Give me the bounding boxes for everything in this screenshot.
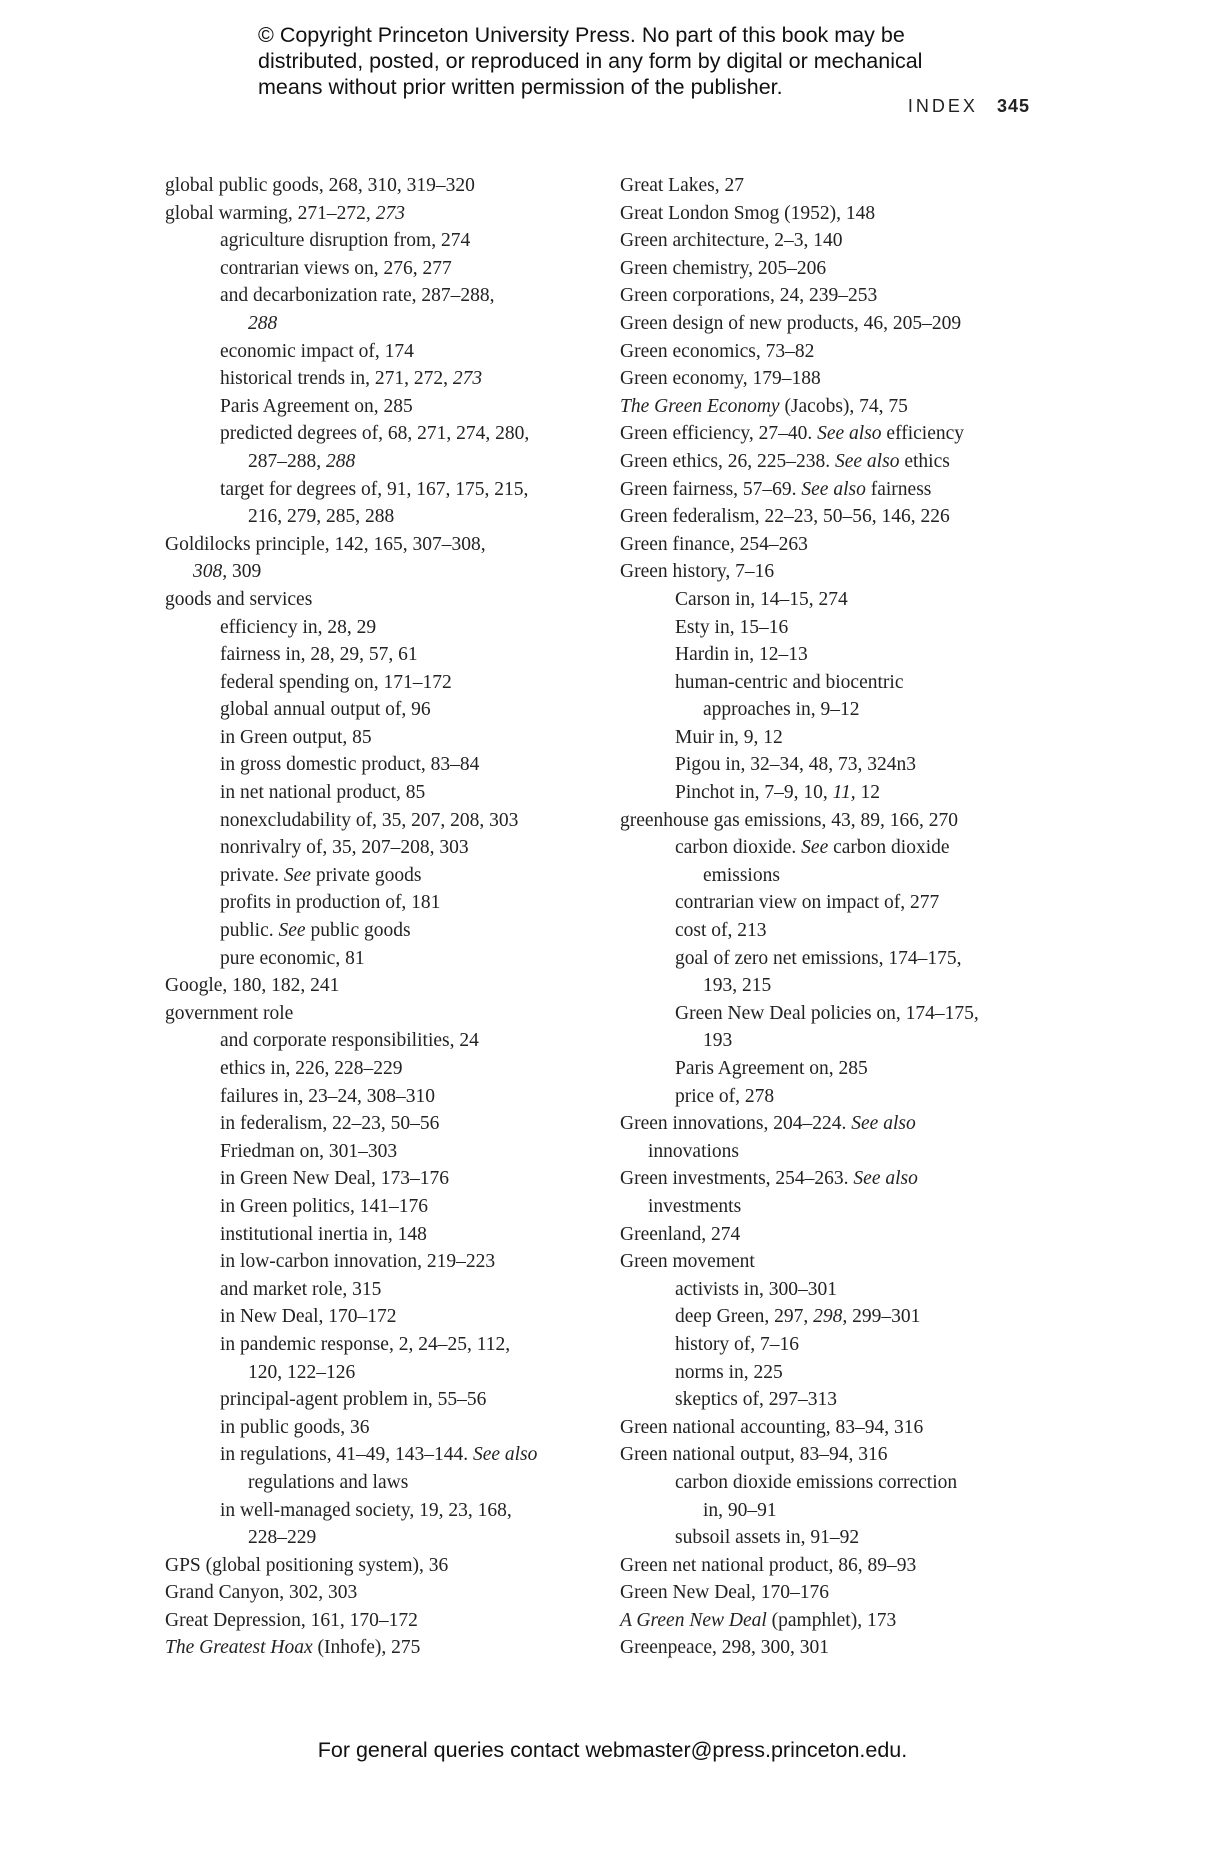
index-text: pure economic, 81: [220, 947, 365, 969]
index-text: 12: [855, 782, 880, 804]
index-text: Great Depression, 161, 170–172: [165, 1609, 418, 1631]
index-text: Green history, 7–16: [620, 561, 775, 583]
index-entry: [620, 1552, 1060, 1580]
index-entry-continuation: [165, 448, 605, 476]
running-head-label: INDEX: [907, 96, 978, 116]
copyright-line: means without prior written permission of the publisher.: [258, 75, 783, 99]
index-entry: [165, 200, 605, 228]
index-subentry: [165, 724, 605, 752]
index-italic-text: 288: [326, 450, 356, 472]
index-subentry: [620, 917, 1060, 945]
index-entry-continuation: [620, 1497, 1060, 1525]
index-text: investments: [648, 1195, 742, 1217]
index-text: cost of, 213: [675, 920, 767, 942]
index-text: in New Deal, 170–172: [220, 1306, 397, 1328]
index-text: Muir in, 9, 12: [675, 726, 783, 748]
index-entry-continuation: [620, 1193, 1060, 1221]
index-text: Green finance, 254–263: [620, 533, 808, 555]
index-subentry: [165, 282, 605, 310]
index-text: approaches in, 9–12: [703, 699, 860, 721]
index-text: Green New Deal policies on, 174–175,: [675, 1002, 979, 1024]
index-entry: [165, 1000, 605, 1028]
index-text: in gross domestic product, 83–84: [220, 754, 480, 776]
index-text: in net national product, 85: [220, 782, 426, 804]
index-subentry: [620, 1276, 1060, 1304]
index-subentry: [165, 476, 605, 504]
index-subentry: [165, 751, 605, 779]
index-text: Esty in, 15–16: [675, 616, 789, 638]
index-entry: [620, 807, 1060, 835]
index-subentry: [165, 1441, 605, 1469]
index-italic-text: See also: [817, 423, 882, 445]
page-number: 345: [996, 96, 1030, 116]
index-text: 216, 279, 285, 288: [248, 506, 395, 528]
index-text: fairness: [865, 478, 932, 500]
index-text: contrarian view on impact of, 277: [675, 892, 940, 914]
index-subentry: [165, 807, 605, 835]
index-subentry: [165, 945, 605, 973]
index-text: Green innovations, 204–224.: [620, 1113, 852, 1135]
index-text: Paris Agreement on, 285: [220, 395, 413, 417]
index-text: in public goods, 36: [220, 1416, 370, 1438]
index-column-right: [620, 172, 1060, 1662]
index-entry-continuation: [165, 1359, 605, 1387]
index-entry-continuation: [165, 558, 605, 586]
index-text: greenhouse gas emissions, 43, 89, 166, 270: [620, 809, 958, 831]
index-text: public.: [220, 920, 279, 942]
index-entry: [620, 503, 1060, 531]
index-entry-continuation: [620, 1027, 1060, 1055]
index-text: deep Green, 297,: [675, 1306, 814, 1328]
index-text: Great Lakes, 27: [620, 175, 744, 196]
index-text: Green efficiency, 27–40.: [620, 423, 818, 445]
index-text: economic impact of, 174: [220, 340, 414, 362]
index-entry: [620, 393, 1060, 421]
index-text: Green corporations, 24, 239–253: [620, 285, 878, 307]
index-subentry: [620, 1386, 1060, 1414]
index-entry: [620, 1634, 1060, 1662]
index-subentry: [165, 1193, 605, 1221]
index-text: Green architecture, 2–3, 140: [620, 230, 843, 252]
index-text: global annual output of, 96: [220, 699, 431, 721]
index-text: goods and services: [165, 588, 313, 610]
index-text: Green national accounting, 83–94, 316: [620, 1416, 924, 1438]
index-text: activists in, 300–301: [675, 1278, 837, 1300]
index-text: carbon dioxide.: [675, 837, 802, 859]
index-text: and market role, 315: [220, 1278, 382, 1300]
index-entry: [620, 1248, 1060, 1276]
index-text: global public goods, 268, 310, 319–320: [165, 175, 475, 196]
running-head: [850, 96, 1030, 117]
index-entry: [165, 586, 605, 614]
index-subentry: [165, 834, 605, 862]
index-text: 193, 215: [703, 975, 772, 997]
index-subentry: [165, 1331, 605, 1359]
index-text: Google, 180, 182, 241: [165, 975, 340, 997]
index-text: 193: [703, 1030, 733, 1052]
index-entry: [620, 172, 1060, 200]
index-subentry: [165, 669, 605, 697]
index-text: in Green politics, 141–176: [220, 1195, 428, 1217]
index-italic-text: 288: [248, 312, 278, 334]
index-text: Green economy, 179–188: [620, 368, 821, 390]
index-text: Green economics, 73–82: [620, 340, 815, 362]
index-text: Green ethics, 26, 225–238.: [620, 450, 835, 472]
index-entry: [620, 1110, 1060, 1138]
index-italic-text: 11,: [832, 782, 856, 804]
index-text: Green national output, 83–94, 316: [620, 1444, 888, 1466]
index-subentry: [620, 586, 1060, 614]
index-subentry: [165, 1110, 605, 1138]
index-text: agriculture disruption from, 274: [220, 230, 471, 252]
index-text: contrarian views on, 276, 277: [220, 257, 452, 279]
index-entry: [165, 1607, 605, 1635]
index-italic-text: See: [278, 920, 306, 942]
index-subentry: [620, 669, 1060, 697]
index-subentry: [620, 614, 1060, 642]
index-italic-text: 298,: [813, 1306, 848, 1328]
index-text: Grand Canyon, 302, 303: [165, 1582, 358, 1604]
index-text: federal spending on, 171–172: [220, 671, 452, 693]
index-text: Green chemistry, 205–206: [620, 257, 827, 279]
index-italic-text: See also: [472, 1444, 538, 1466]
index-text: history of, 7–16: [675, 1333, 800, 1355]
index-text: in regulations, 41–49, 143–144.: [220, 1444, 473, 1466]
index-entry: [620, 200, 1060, 228]
index-subentry: [165, 862, 605, 890]
index-text: predicted degrees of, 68, 271, 274, 280,: [220, 423, 530, 445]
index-subentry: [165, 365, 605, 393]
index-entry-continuation: [620, 862, 1060, 890]
index-subentry: [165, 1165, 605, 1193]
index-text: (pamphlet), 173: [766, 1609, 897, 1631]
index-entry: [620, 255, 1060, 283]
index-subentry: [165, 1055, 605, 1083]
copyright-notice: [258, 22, 1018, 100]
index-text: in pandemic response, 2, 24–25, 112,: [220, 1333, 511, 1355]
index-subentry: [165, 696, 605, 724]
index-italic-text: See also: [801, 478, 866, 500]
index-subentry: [620, 1303, 1060, 1331]
index-text: price of, 278: [675, 1085, 775, 1107]
index-subentry: [620, 641, 1060, 669]
index-text: Greenpeace, 298, 300, 301: [620, 1637, 830, 1659]
index-subentry: [620, 834, 1060, 862]
index-italic-text: See: [801, 837, 829, 859]
index-entry: [620, 1165, 1060, 1193]
index-entry: [165, 972, 605, 1000]
index-italic-text: The Greatest Hoax: [165, 1637, 313, 1659]
index-text: in Green New Deal, 173–176: [220, 1168, 450, 1190]
index-text: in, 90–91: [703, 1499, 777, 1521]
index-entry: [165, 172, 605, 200]
index-text: in federalism, 22–23, 50–56: [220, 1113, 440, 1135]
index-subentry: [165, 1414, 605, 1442]
index-text: ethics: [899, 450, 950, 472]
copyright-line: © Copyright Princeton University Press. No part of this book may be: [258, 23, 905, 47]
index-entry-continuation: [165, 1524, 605, 1552]
index-subentry: [165, 779, 605, 807]
index-subentry: [620, 1331, 1060, 1359]
index-italic-text: 273: [375, 202, 405, 224]
index-text: ethics in, 226, 228–229: [220, 1058, 403, 1079]
index-subentry: [165, 889, 605, 917]
index-subentry: [165, 1221, 605, 1249]
index-text: (Inhofe), 275: [312, 1637, 421, 1659]
index-text: human-centric and biocentric: [675, 671, 904, 693]
index-text: Green investments, 254–263.: [620, 1168, 854, 1190]
index-italic-text: 273: [452, 368, 483, 390]
index-entry-continuation: [620, 696, 1060, 724]
index-text: Green federalism, 22–23, 50–56, 146, 226: [620, 506, 950, 528]
index-entry: [620, 1607, 1060, 1635]
index-text: innovations: [648, 1140, 739, 1162]
index-subentry: [620, 1469, 1060, 1497]
index-entry: [620, 1441, 1060, 1469]
index-text: Carson in, 14–15, 274: [675, 588, 848, 610]
index-text: norms in, 225: [675, 1361, 783, 1383]
index-text: Hardin in, 12–13: [675, 644, 808, 666]
index-subentry: [620, 779, 1060, 807]
index-text: in well-managed society, 19, 23, 168,: [220, 1499, 512, 1521]
index-subentry: [620, 889, 1060, 917]
index-entry: [620, 1414, 1060, 1442]
index-text: Pinchot in, 7–9, 10,: [675, 782, 833, 804]
index-entry: [620, 310, 1060, 338]
index-text: institutional inertia in, 148: [220, 1223, 427, 1245]
index-text: target for degrees of, 91, 167, 175, 215,: [220, 478, 529, 500]
index-text: historical trends in, 271, 272,: [220, 368, 453, 390]
index-text: private goods: [310, 864, 422, 886]
index-text: Paris Agreement on, 285: [675, 1058, 868, 1079]
index-text: government role: [165, 1002, 294, 1024]
index-text: regulations and laws: [248, 1471, 409, 1493]
index-subentry: [165, 1138, 605, 1166]
index-subentry: [620, 1524, 1060, 1552]
index-entry: [165, 1634, 605, 1662]
index-text: 120, 122–126: [248, 1361, 356, 1383]
index-entry: [165, 1552, 605, 1580]
index-text: failures in, 23–24, 308–310: [220, 1085, 436, 1107]
index-column-left: [165, 172, 605, 1662]
index-italic-text: The Green Economy: [620, 395, 780, 417]
index-text: Green net national product, 86, 89–93: [620, 1554, 917, 1576]
index-text: 299–301: [847, 1306, 921, 1328]
index-italic-text: A Green New Deal: [620, 1609, 767, 1631]
index-subentry: [165, 614, 605, 642]
index-subentry: [165, 641, 605, 669]
index-text: Green design of new products, 46, 205–209: [620, 312, 962, 334]
index-subentry: [165, 917, 605, 945]
index-text: principal-agent problem in, 55–56: [220, 1389, 487, 1411]
index-entry: [165, 531, 605, 559]
index-entry-continuation: [620, 972, 1060, 1000]
index-text: and decarbonization rate, 287–288,: [220, 285, 495, 307]
index-entry: [620, 420, 1060, 448]
index-subentry: [165, 420, 605, 448]
index-subentry: [165, 393, 605, 421]
index-subentry: [620, 1000, 1060, 1028]
index-text: Green New Deal, 170–176: [620, 1582, 830, 1604]
index-text: public goods: [305, 920, 411, 942]
index-italic-text: See: [283, 864, 311, 886]
index-text: carbon dioxide: [828, 837, 950, 859]
index-subentry: [620, 1055, 1060, 1083]
index-text: global warming, 271–272,: [165, 202, 376, 224]
index-text: in low-carbon innovation, 219–223: [220, 1251, 496, 1273]
index-entry-continuation: [165, 1469, 605, 1497]
index-entry-continuation: [620, 1138, 1060, 1166]
index-text: Goldilocks principle, 142, 165, 307–308,: [165, 533, 486, 555]
index-text: subsoil assets in, 91–92: [675, 1527, 860, 1549]
index-subentry: [620, 724, 1060, 752]
index-entry: [620, 1221, 1060, 1249]
index-text: fairness in, 28, 29, 57, 61: [220, 644, 418, 666]
index-text: and corporate responsibilities, 24: [220, 1030, 479, 1052]
index-text: efficiency: [881, 423, 965, 445]
index-text: nonrivalry of, 35, 207–208, 303: [220, 837, 469, 859]
index-subentry: [620, 1083, 1060, 1111]
index-entry: [620, 1579, 1060, 1607]
index-subentry: [165, 1303, 605, 1331]
index-entry: [620, 282, 1060, 310]
index-text: 287–288,: [248, 450, 326, 472]
index-text: in Green output, 85: [220, 726, 372, 748]
index-italic-text: See also: [835, 450, 900, 472]
index-text: GPS (global positioning system), 36: [165, 1554, 449, 1576]
index-italic-text: See also: [853, 1168, 918, 1190]
index-text: private.: [220, 864, 284, 886]
index-text: Friedman on, 301–303: [220, 1140, 398, 1162]
index-italic-text: 308,: [193, 561, 228, 583]
index-entry-continuation: [165, 503, 605, 531]
index-text: 228–229: [248, 1527, 317, 1549]
index-text: Great London Smog (1952), 148: [620, 202, 876, 224]
index-subentry: [165, 1276, 605, 1304]
index-italic-text: See also: [851, 1113, 916, 1135]
index-text: Green movement: [620, 1251, 755, 1273]
index-entry: [620, 448, 1060, 476]
index-text: profits in production of, 181: [220, 892, 441, 914]
index-text: Greenland, 274: [620, 1223, 741, 1245]
index-entry-continuation: [165, 310, 605, 338]
copyright-line: distributed, posted, or reproduced in any form by digital or mechanical: [258, 49, 923, 73]
index-subentry: [620, 945, 1060, 973]
index-text: (Jacobs), 74, 75: [779, 395, 908, 417]
index-text: Green fairness, 57–69.: [620, 478, 802, 500]
index-entry: [620, 476, 1060, 504]
index-entry: [620, 365, 1060, 393]
index-entry: [620, 338, 1060, 366]
index-text: goal of zero net emissions, 174–175,: [675, 947, 962, 969]
index-subentry: [620, 751, 1060, 779]
index-text: Pigou in, 32–34, 48, 73, 324n3: [675, 754, 917, 776]
footer-contact: For general queries contact webmaster@press.princeton.edu.: [317, 1738, 908, 1762]
index-entry: [620, 531, 1060, 559]
index-entry: [620, 227, 1060, 255]
index-subentry: [165, 1386, 605, 1414]
index-entry: [620, 558, 1060, 586]
index-text: 309: [227, 561, 262, 583]
index-subentry: [165, 338, 605, 366]
index-text: skeptics of, 297–313: [675, 1389, 837, 1411]
index-subentry: [165, 227, 605, 255]
index-subentry: [165, 1497, 605, 1525]
index-subentry: [620, 1359, 1060, 1387]
index-text: efficiency in, 28, 29: [220, 616, 377, 638]
index-text: nonexcludability of, 35, 207, 208, 303: [220, 809, 519, 831]
index-subentry: [165, 1083, 605, 1111]
index-text: emissions: [703, 864, 780, 886]
index-entry: [165, 1579, 605, 1607]
index-subentry: [165, 1248, 605, 1276]
index-subentry: [165, 1027, 605, 1055]
index-subentry: [165, 255, 605, 283]
index-text: carbon dioxide emissions correction: [675, 1471, 958, 1493]
